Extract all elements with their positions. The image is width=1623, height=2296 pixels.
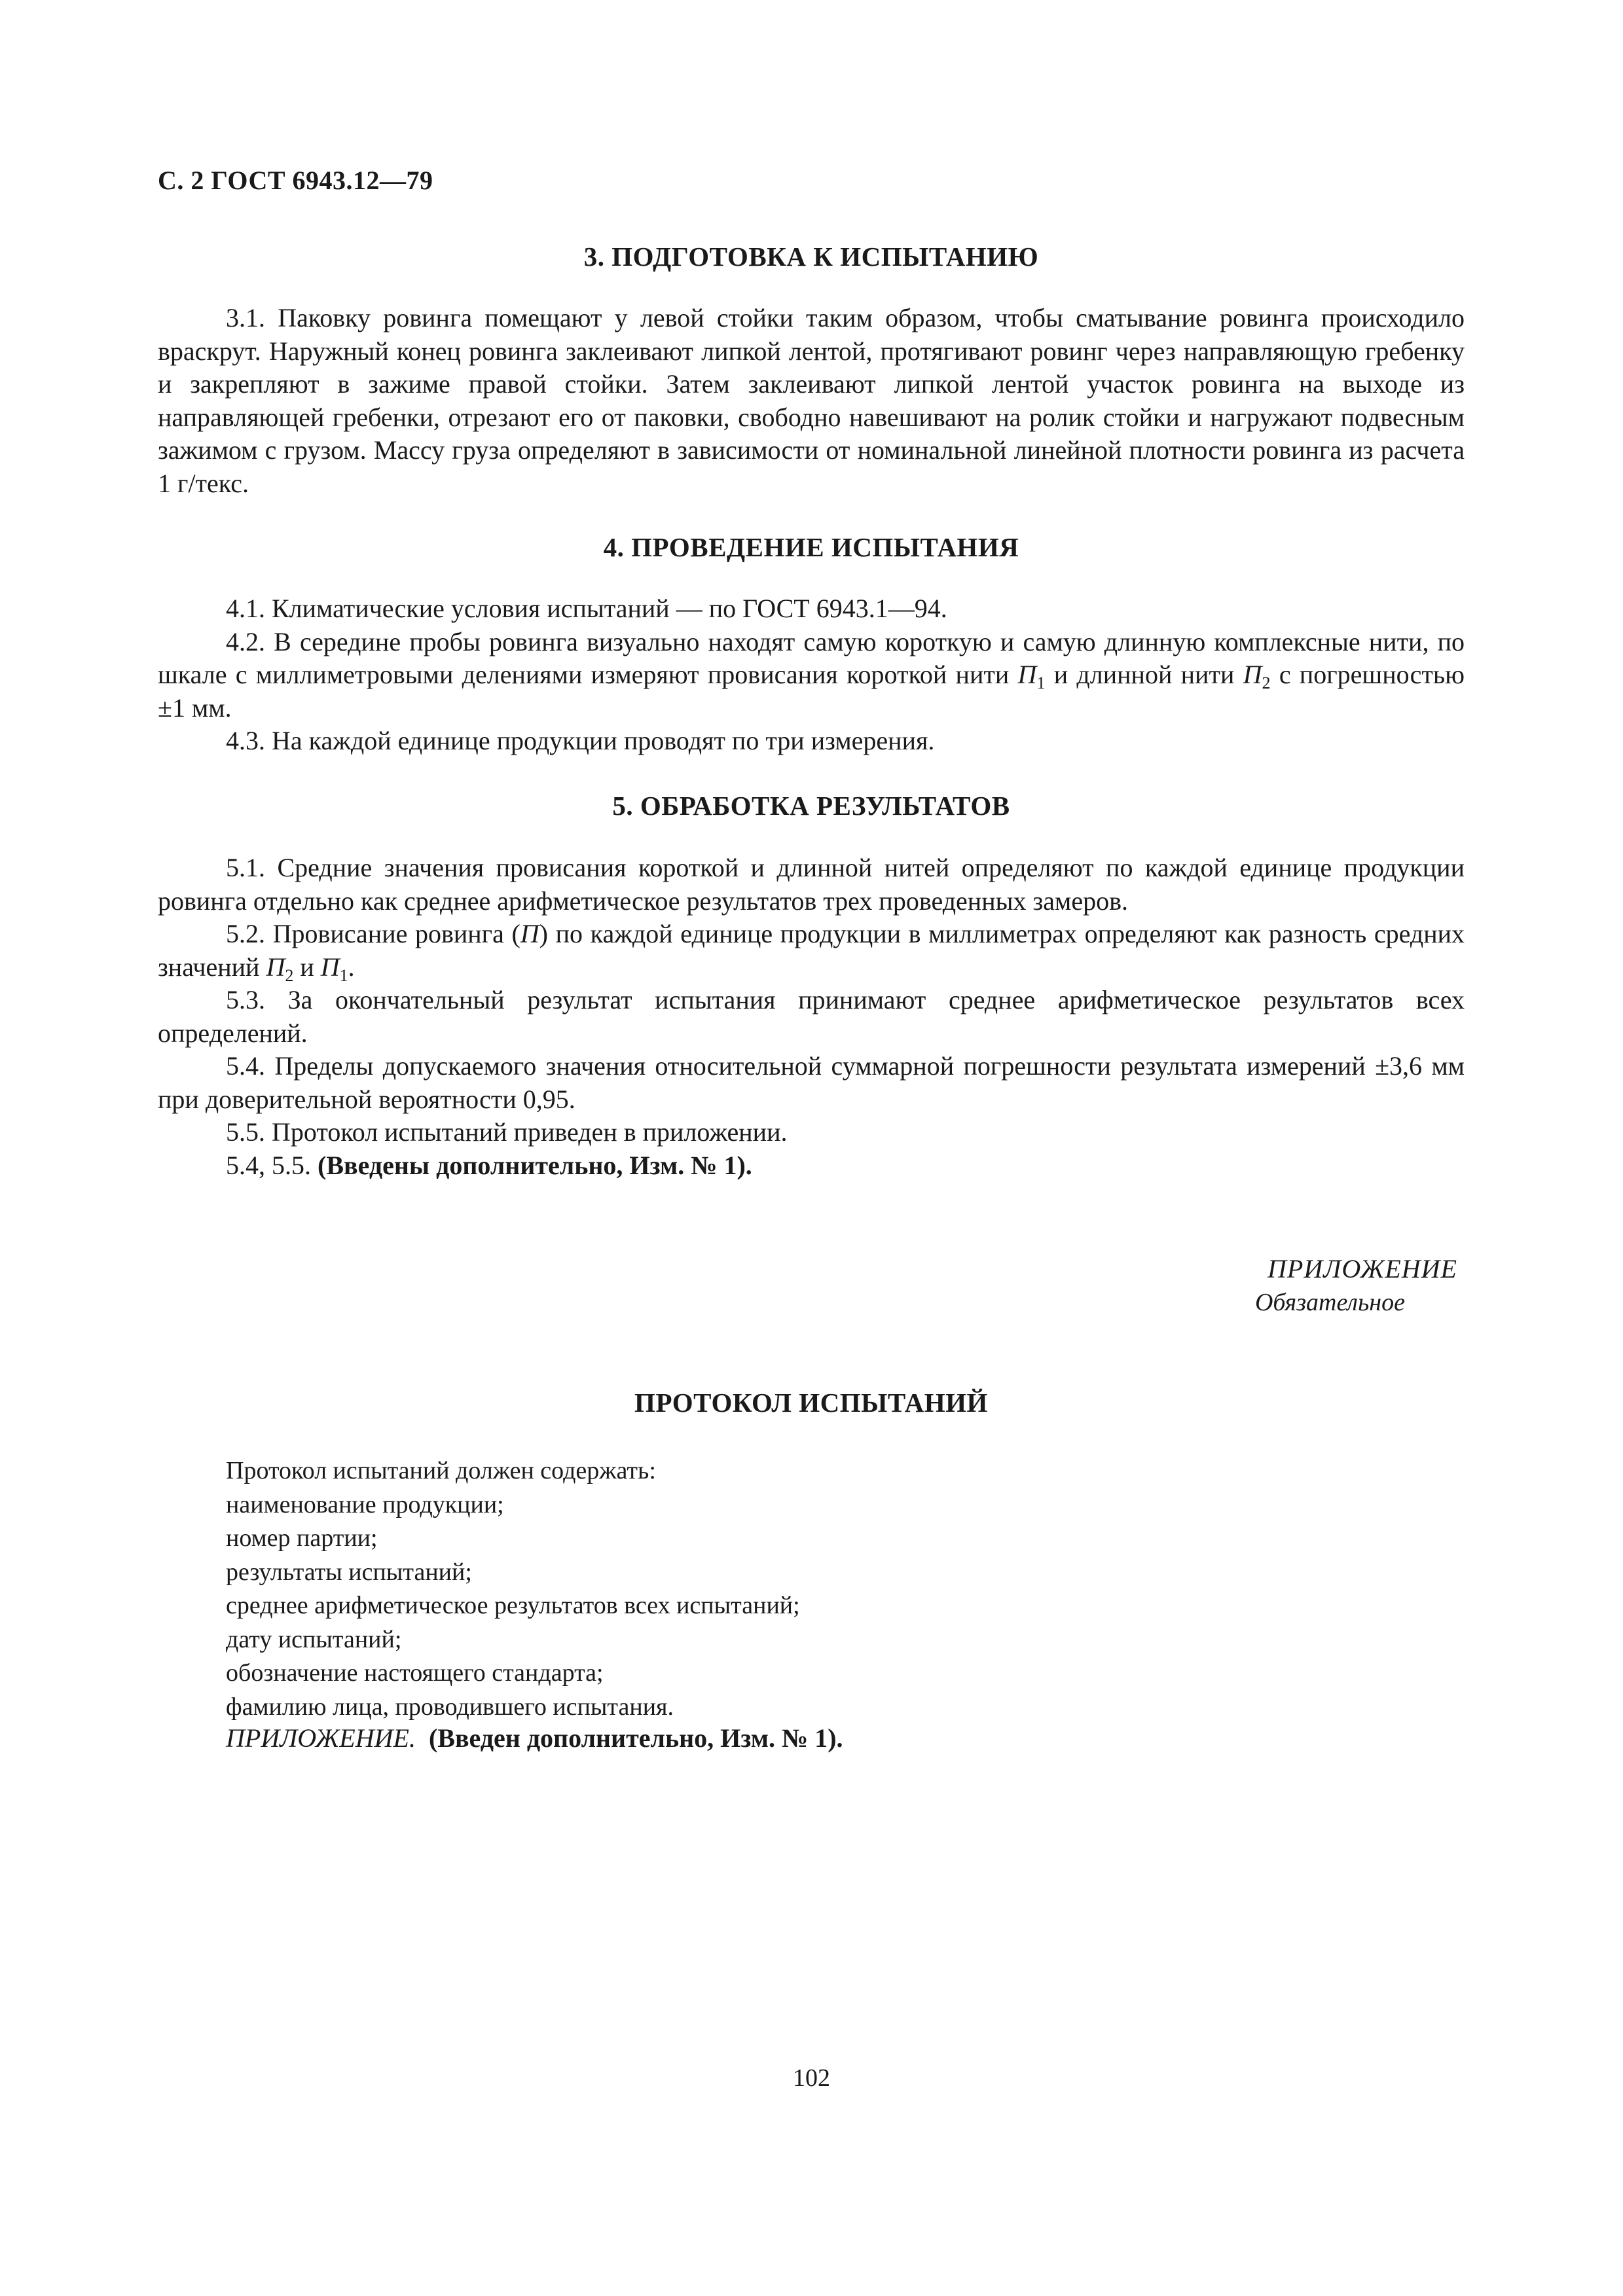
paragraph-3-1: 3.1. Паковку ровинга помещают у левой стойки таким образом, чтобы сматывание ровинга происходило враскрут. Наружный конец ровинга заклеивают липкой лентой, протягивают ровинг через направляющую гребенку и закрепляют в зажиме правой стойки. Затем заклеивают липкой лентой участок ровинга на выходе из направляющей гребенки, отрезают его от паковки, свободно навешивают на ролик стойки и нагружают подвесным зажимом с грузом. Массу груза определяют в зависимости от номинальной линейной плотности ровинга из расчета 1 г/текс. [158, 303, 1465, 498]
list-item: номер партии; [226, 1524, 378, 1552]
subscript: 1 [339, 965, 348, 985]
text-run: 5.2. Провисание ровинга ( [226, 919, 520, 948]
text-run: . [348, 952, 355, 982]
appendix-subtitle: Обязательное [1254, 1289, 1405, 1316]
symbol-p: П [520, 919, 539, 948]
section-4-body [158, 592, 1465, 758]
protocol-title: ПРОТОКОЛ ИСПЫТАНИЙ [634, 1388, 988, 1418]
list-item: наименование продукции; [226, 1490, 504, 1518]
text-run: и длинной нити [1045, 660, 1243, 689]
list-item: результаты испытаний; [226, 1558, 472, 1586]
paragraph-5-4: 5.4. Пределы допускаемого значения относительной суммарной погрешности результата измерений ±3,6 мм при доверительной вероятности 0,95. [158, 1051, 1465, 1114]
section-5-title: 5. ОБРАБОТКА РЕЗУЛЬТАТОВ [612, 791, 1010, 821]
section-4-title: 4. ПРОВЕДЕНИЕ ИСПЫТАНИЯ [603, 532, 1019, 562]
text-run: ) по каждой единице продукции в миллиметрах определяют как разность средних значений [158, 919, 1465, 982]
text-run: и [293, 952, 321, 982]
appendix-note-bold: (Введен дополнительно, Изм. № 1). [428, 1723, 843, 1753]
subscript: 2 [285, 965, 294, 985]
list-item: обозначение настоящего стандарта; [226, 1659, 604, 1687]
appendix-note-label: ПРИЛОЖЕНИЕ. [226, 1723, 416, 1753]
symbol-p: П [320, 952, 340, 982]
symbol-p: П [266, 952, 285, 982]
list-item: Протокол испытаний должен содержать: [226, 1457, 656, 1484]
symbol-p: П [1243, 660, 1262, 689]
paragraph-5-3: 5.3. За окончательный результат испытания принимают среднее арифметическое результатов всех определений. [158, 985, 1465, 1048]
list-item: фамилию лица, проводившего испытания. [226, 1693, 674, 1721]
protocol-list [226, 1454, 800, 1724]
text-run: 5.4, 5.5. [226, 1150, 318, 1180]
paragraph-5-2 [158, 918, 1465, 984]
paragraph-5-5: 5.5. Протокол испытаний приведен в приложении. [226, 1117, 788, 1147]
text-run: 4.2. В середине пробы ровинга визуально находят самую короткую и самую длинную комплексные нити, по шкале с миллиметровыми делениями измеряют провисания короткой нити [158, 626, 1465, 689]
symbol-p: П [1017, 660, 1037, 689]
paragraph-4-1: 4.1. Климатические условия испытаний — по ГОСТ 6943.1—94. [226, 594, 947, 623]
amendment-note [158, 1149, 1465, 1183]
text-run: с погрешностью ±1 мм. [158, 660, 1465, 723]
section-5-body [158, 852, 1465, 1182]
appendix-title: ПРИЛОЖЕНИЕ [1267, 1254, 1457, 1283]
subscript: 1 [1036, 673, 1046, 692]
page-number: 102 [793, 2064, 830, 2092]
list-item: среднее арифметическое результатов всех испытаний; [226, 1592, 800, 1619]
appendix-amendment-note [226, 1723, 843, 1753]
list-item: дату испытаний; [226, 1625, 402, 1653]
section-3-title: 3. ПОДГОТОВКА К ИСПЫТАНИЮ [583, 242, 1039, 272]
subscript: 2 [1262, 673, 1271, 692]
section-3-body [158, 302, 1465, 500]
paragraph-4-3: 4.3. На каждой единице продукции проводят по три измерения. [226, 726, 935, 755]
amendment-bold: (Введены дополнительно, Изм. № 1). [318, 1150, 752, 1180]
paragraph-4-2 [158, 626, 1465, 725]
page-header: С. 2 ГОСТ 6943.12—79 [158, 166, 433, 195]
paragraph-5-1: 5.1. Средние значения провисания короткой и длинной нитей определяют по каждой единице продукции ровинга отдельно как среднее арифметическое результатов трех проведенных замеров. [158, 853, 1465, 916]
